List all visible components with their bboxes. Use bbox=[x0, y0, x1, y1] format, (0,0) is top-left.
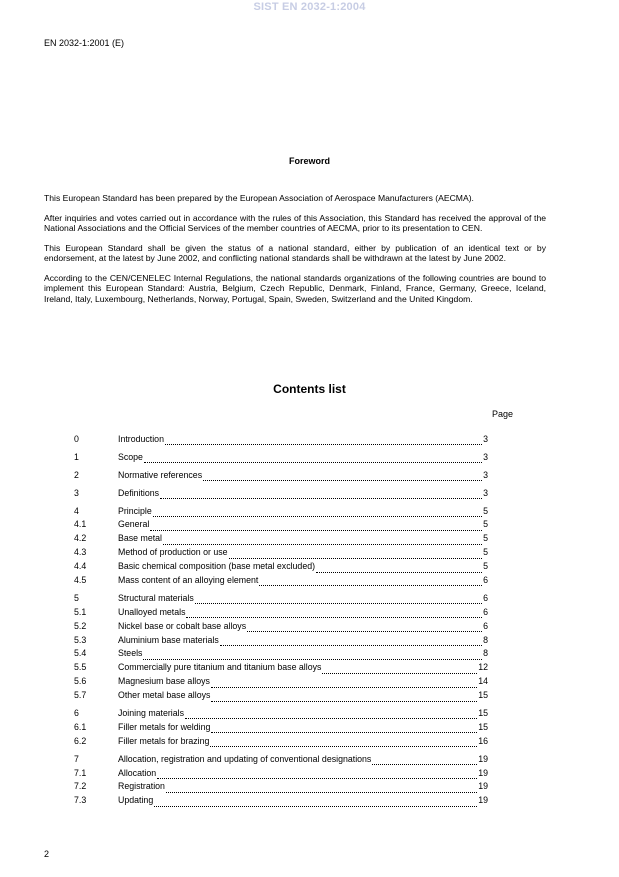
toc-entry-number: 4.5 bbox=[74, 575, 87, 586]
toc-dot-leader bbox=[185, 710, 477, 719]
toc-entry-page: 5 bbox=[483, 519, 488, 530]
toc-entry-page: 19 bbox=[478, 767, 488, 778]
toc-entry[interactable] bbox=[74, 661, 488, 675]
toc-entry[interactable] bbox=[74, 707, 488, 721]
toc-entry-page: 3 bbox=[483, 451, 488, 462]
contents-title: Contents list bbox=[273, 382, 346, 396]
toc-entry-page: 15 bbox=[478, 721, 488, 732]
page-column-label: Page bbox=[492, 409, 514, 419]
toc-entry-number: 5.7 bbox=[74, 690, 87, 701]
toc-entry[interactable] bbox=[74, 647, 488, 661]
toc-dot-leader bbox=[166, 784, 477, 793]
toc-entry-page: 15 bbox=[478, 708, 488, 719]
toc-entry-title: Scope bbox=[118, 451, 143, 462]
toc-entry-title: Allocation, registration and updating of conventional designations bbox=[118, 753, 372, 764]
watermark: SIST EN 2032-1:2004 bbox=[253, 1, 366, 13]
toc-entry-number: 4.1 bbox=[74, 519, 87, 530]
toc-entry[interactable] bbox=[74, 505, 488, 519]
toc-entry-number: 5.5 bbox=[74, 662, 87, 673]
toc-dot-leader bbox=[157, 770, 477, 779]
toc-entry[interactable] bbox=[74, 469, 488, 483]
toc-dot-leader bbox=[144, 454, 482, 463]
toc-entry[interactable] bbox=[74, 592, 488, 606]
toc-entry-title: Basic chemical composition (base metal excluded) bbox=[118, 561, 316, 572]
toc-entry-number: 4.4 bbox=[74, 561, 87, 572]
toc-dot-leader bbox=[203, 472, 482, 481]
toc-entry-title: Updating bbox=[118, 795, 154, 806]
toc-entry[interactable] bbox=[74, 532, 488, 546]
toc-entry[interactable] bbox=[74, 451, 488, 465]
toc-entry-number: 5.2 bbox=[74, 620, 87, 631]
toc-entry-title: Normative references bbox=[118, 469, 203, 480]
toc-entry-page: 12 bbox=[478, 662, 488, 673]
toc-entry-title: Allocation bbox=[118, 767, 157, 778]
toc-entry-title: Unalloyed metals bbox=[118, 606, 186, 617]
toc-entry-page: 3 bbox=[483, 487, 488, 498]
foreword-title: Foreword bbox=[288, 156, 330, 166]
page-number: 2 bbox=[44, 849, 50, 859]
toc-entry-title: General bbox=[118, 519, 150, 530]
toc-entry-page: 15 bbox=[478, 690, 488, 701]
toc-entry-number: 6.2 bbox=[74, 735, 87, 746]
toc-entry[interactable] bbox=[74, 606, 488, 620]
toc-entry-page: 3 bbox=[483, 469, 488, 480]
toc-entry-title: Method of production or use bbox=[118, 547, 228, 558]
toc-dot-leader bbox=[211, 693, 477, 702]
toc-entry-title: Definitions bbox=[118, 487, 160, 498]
toc-dot-leader bbox=[143, 651, 482, 660]
toc-entry-page: 19 bbox=[478, 753, 488, 764]
toc-entry-number: 3 bbox=[74, 487, 79, 498]
table-of-contents bbox=[74, 433, 488, 808]
toc-entry-number: 7.1 bbox=[74, 767, 87, 778]
toc-entry-title: Registration bbox=[118, 781, 165, 792]
toc-dot-leader bbox=[220, 637, 482, 646]
toc-dot-leader bbox=[211, 679, 477, 688]
toc-entry-page: 6 bbox=[483, 592, 488, 603]
foreword-paragraph: This European Standard shall be given the status of a national standard, either by publication of an identical text or by endorsement, at the latest by June 2002, and conflicting national standards shall be withdrawn at the latest by June 2002. bbox=[44, 242, 546, 264]
toc-entry-title: Magnesium base alloys bbox=[118, 676, 210, 687]
toc-dot-leader bbox=[160, 490, 482, 499]
toc-entry-page: 8 bbox=[483, 648, 488, 659]
toc-dot-leader bbox=[195, 595, 482, 604]
toc-entry-number: 4 bbox=[74, 505, 79, 516]
toc-entry[interactable] bbox=[74, 794, 488, 808]
toc-entry[interactable] bbox=[74, 546, 488, 560]
toc-entry-page: 6 bbox=[483, 606, 488, 617]
toc-dot-leader bbox=[210, 738, 477, 747]
foreword-paragraph: According to the CEN/CENELEC Internal Regulations, the national standards organizations of the following countries are bound to implement this European Standard: Austria, Belgium, Czech Republic, Denmark, Finland, France, Germany, Greece, Iceland, Ireland, Italy, Luxembourg, Netherlands, Norway, Portugal, Spain, Sweden, Switzerland and the United Kingdom. bbox=[44, 272, 546, 304]
toc-entry-title: Aluminium base materials bbox=[118, 634, 219, 645]
toc-dot-leader bbox=[322, 665, 477, 674]
toc-entry-number: 2 bbox=[74, 469, 79, 480]
toc-entry-title: Nickel base or cobalt base alloys bbox=[118, 620, 247, 631]
toc-dot-leader bbox=[154, 798, 477, 807]
toc-dot-leader bbox=[316, 564, 482, 573]
toc-entry[interactable] bbox=[74, 721, 488, 735]
toc-entry-title: Filler metals for brazing bbox=[118, 735, 210, 746]
toc-entry-page: 6 bbox=[483, 575, 488, 586]
toc-entry-page: 6 bbox=[483, 620, 488, 631]
toc-entry[interactable] bbox=[74, 574, 488, 588]
toc-entry[interactable] bbox=[74, 689, 488, 703]
toc-entry-title: Joining materials bbox=[118, 708, 185, 719]
toc-entry-title: Introduction bbox=[118, 434, 164, 444]
toc-dot-leader bbox=[372, 756, 477, 765]
toc-entry-number: 7 bbox=[74, 753, 79, 764]
toc-entry-number: 5.1 bbox=[74, 606, 87, 617]
toc-entry-number: 4.2 bbox=[74, 533, 87, 544]
toc-entry-number: 6.1 bbox=[74, 721, 87, 732]
toc-entry-number: 5.6 bbox=[74, 676, 87, 687]
toc-dot-leader bbox=[186, 609, 482, 618]
toc-entry-page: 5 bbox=[483, 505, 488, 516]
toc-entry-title: Other metal base alloys bbox=[118, 690, 211, 701]
foreword-paragraph: This European Standard has been prepared by the European Association of Aerospace Manufacturers (AECMA). bbox=[44, 193, 474, 203]
toc-entry-page: 19 bbox=[478, 795, 488, 806]
toc-entry[interactable] bbox=[74, 634, 488, 648]
toc-dot-leader bbox=[165, 436, 482, 445]
toc-entry[interactable] bbox=[74, 780, 488, 794]
toc-dot-leader bbox=[153, 508, 482, 517]
toc-entry[interactable] bbox=[74, 767, 488, 781]
toc-entry-page: 14 bbox=[478, 676, 488, 687]
toc-entry-number: 6 bbox=[74, 708, 79, 719]
toc-entry[interactable] bbox=[74, 675, 488, 689]
toc-dot-leader bbox=[229, 550, 483, 559]
toc-entry-number: 5 bbox=[74, 592, 79, 603]
toc-entry-page: 3 bbox=[483, 434, 488, 444]
toc-entry[interactable] bbox=[74, 487, 488, 501]
toc-dot-leader bbox=[259, 577, 482, 586]
toc-entry-number: 5.3 bbox=[74, 634, 87, 645]
toc-entry[interactable] bbox=[74, 560, 488, 574]
toc-entry-title: Commercially pure titanium and titanium base alloys bbox=[118, 662, 322, 673]
toc-entry-title: Steels bbox=[118, 648, 143, 659]
toc-entry[interactable] bbox=[74, 518, 488, 532]
toc-dot-leader bbox=[247, 623, 482, 632]
toc-entry-number: 4.3 bbox=[74, 547, 87, 558]
toc-entry-page: 19 bbox=[478, 781, 488, 792]
toc-dot-leader bbox=[163, 536, 482, 545]
toc-entry-page: 5 bbox=[483, 533, 488, 544]
toc-entry[interactable] bbox=[74, 753, 488, 767]
toc-entry-page: 8 bbox=[483, 634, 488, 645]
foreword-body bbox=[44, 193, 546, 313]
toc-dot-leader bbox=[211, 724, 477, 733]
toc-dot-leader bbox=[150, 522, 482, 531]
toc-entry-title: Structural materials bbox=[118, 592, 194, 603]
toc-entry-title: Mass content of an alloying element bbox=[118, 575, 259, 586]
toc-entry-number: 0 bbox=[74, 434, 79, 444]
toc-entry-number: 5.4 bbox=[74, 648, 87, 659]
toc-entry-number: 7.3 bbox=[74, 795, 87, 806]
toc-entry[interactable] bbox=[74, 735, 488, 749]
toc-entry-title: Principle bbox=[118, 505, 152, 516]
document-reference: EN 2032-1:2001 (E) bbox=[44, 38, 125, 48]
toc-entry[interactable] bbox=[74, 620, 488, 634]
toc-entry-title: Base metal bbox=[118, 533, 163, 544]
toc-entry-page: 5 bbox=[483, 547, 488, 558]
foreword-paragraph: After inquiries and votes carried out in accordance with the rules of this Association, this Standard has received the approval of the National Associations and the Official Services of the member countries of AECMA, prior to its presentation to CEN. bbox=[44, 212, 546, 234]
toc-entry-page: 16 bbox=[478, 735, 488, 746]
toc-entry[interactable] bbox=[74, 433, 488, 447]
toc-entry-number: 1 bbox=[74, 451, 79, 462]
toc-entry-page: 5 bbox=[483, 561, 488, 572]
toc-entry-title: Filler metals for welding bbox=[118, 721, 211, 732]
toc-entry-number: 7.2 bbox=[74, 781, 87, 792]
